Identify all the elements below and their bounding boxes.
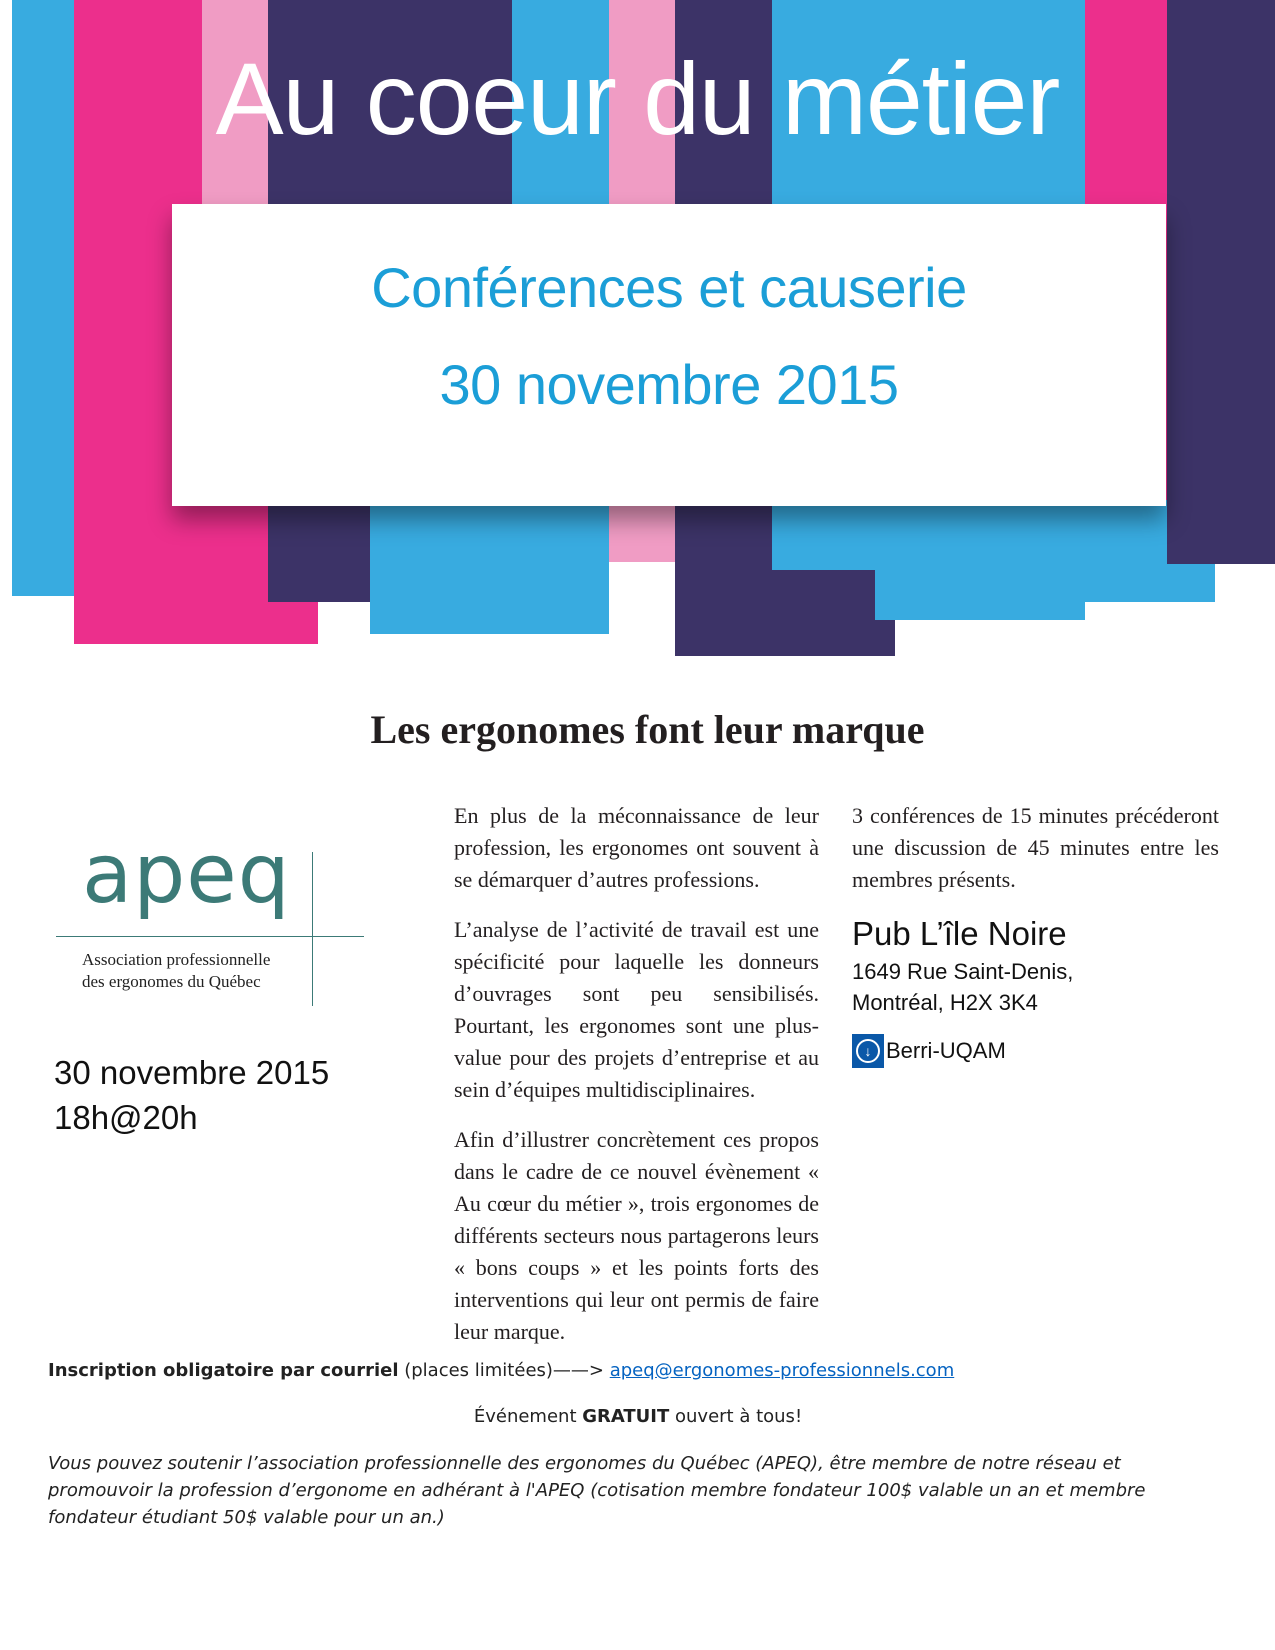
metro-station-name: Berri-UQAM [886, 1038, 1006, 1063]
logo-divider-horizontal [56, 936, 364, 937]
box-heading: Conférences et causerie [371, 256, 967, 319]
stripe-navy-2 [268, 500, 370, 602]
title-box [172, 204, 1166, 506]
membership-note: Vous pouvez soutenir l’association professionnelle des ergonomes du Québec (APEQ), être membre de notre réseau et promouvoir la profession d’ergonome en adhérant à l'APEQ (cotisation membre fondateur 100$ valable un an et membre fondateur étudiant 50$ valable pour un an.) [48, 1453, 1146, 1528]
body-paragraph-2: L’analyse de l’activité de travail est une spécificité pour laquelle les donneurs d’ouvrages sont peu sensibilisés. Pourtant, les ergonomes sont une plus-value pour des projets d’entreprise et au sein d’équipes multidisciplinaires. [454, 917, 819, 1102]
event-date: 30 novembre 2015 [54, 1054, 330, 1091]
free-event-suffix: ouvert à tous! [669, 1406, 803, 1427]
event-time: 18h@20h [54, 1099, 198, 1136]
registration-note: (places limitées)——> [398, 1360, 610, 1381]
body-paragraph-1: En plus de la méconnaissance de leur profession, les ergonomes ont souvent à se démarquer d’autres professions. [454, 803, 819, 892]
stripe-cyan-2 [370, 500, 512, 634]
free-event-line [48, 1406, 1228, 1427]
venue-address-line2: Montréal, H2X 3K4 [852, 990, 1038, 1015]
logo-word: apeq [82, 827, 291, 922]
body-paragraph-3: Afin d’illustrer concrètement ces propos dans le cadre de ce nouvel évènement « Au cœur du métier », trois ergonomes de différents secteurs nous partagerons leurs « bons coups » et les points forts des interventions qui leur ont permis de faire leur marque. [454, 1127, 819, 1344]
metro-station [852, 1034, 1219, 1068]
apeq-logo [54, 827, 374, 1008]
venue-address-line1: 1649 Rue Saint-Denis, [852, 959, 1074, 984]
subtitle: Les ergonomes font leur marque [370, 707, 925, 752]
event-title: Au coeur du métier [215, 42, 1060, 156]
logo-caption-line1: Association professionnelle [82, 950, 271, 969]
registration-line [48, 1360, 1228, 1381]
body-paragraph-4: 3 conférences de 15 minutes précéderont une discussion de 45 minutes entre les membres présents. [852, 803, 1219, 892]
event-datetime [54, 1050, 329, 1140]
free-event-prefix: Événement [473, 1406, 583, 1427]
logo-divider-vertical [312, 852, 313, 1006]
venue-address [852, 956, 1219, 1018]
logo-caption-line2: des ergonomes du Québec [82, 972, 261, 991]
venue-name: Pub L’île Noire [852, 915, 1067, 952]
box-date: 30 novembre 2015 [439, 353, 899, 416]
body-column-1 [454, 800, 819, 1366]
metro-icon: ↓ [852, 1034, 884, 1068]
registration-label: Inscription obligatoire par courriel [48, 1360, 399, 1381]
free-event-bold: GRATUIT [582, 1406, 670, 1427]
registration-email-link[interactable]: apeq@ergonomes-professionnels.com [609, 1360, 955, 1381]
body-column-2 [852, 800, 1219, 1068]
